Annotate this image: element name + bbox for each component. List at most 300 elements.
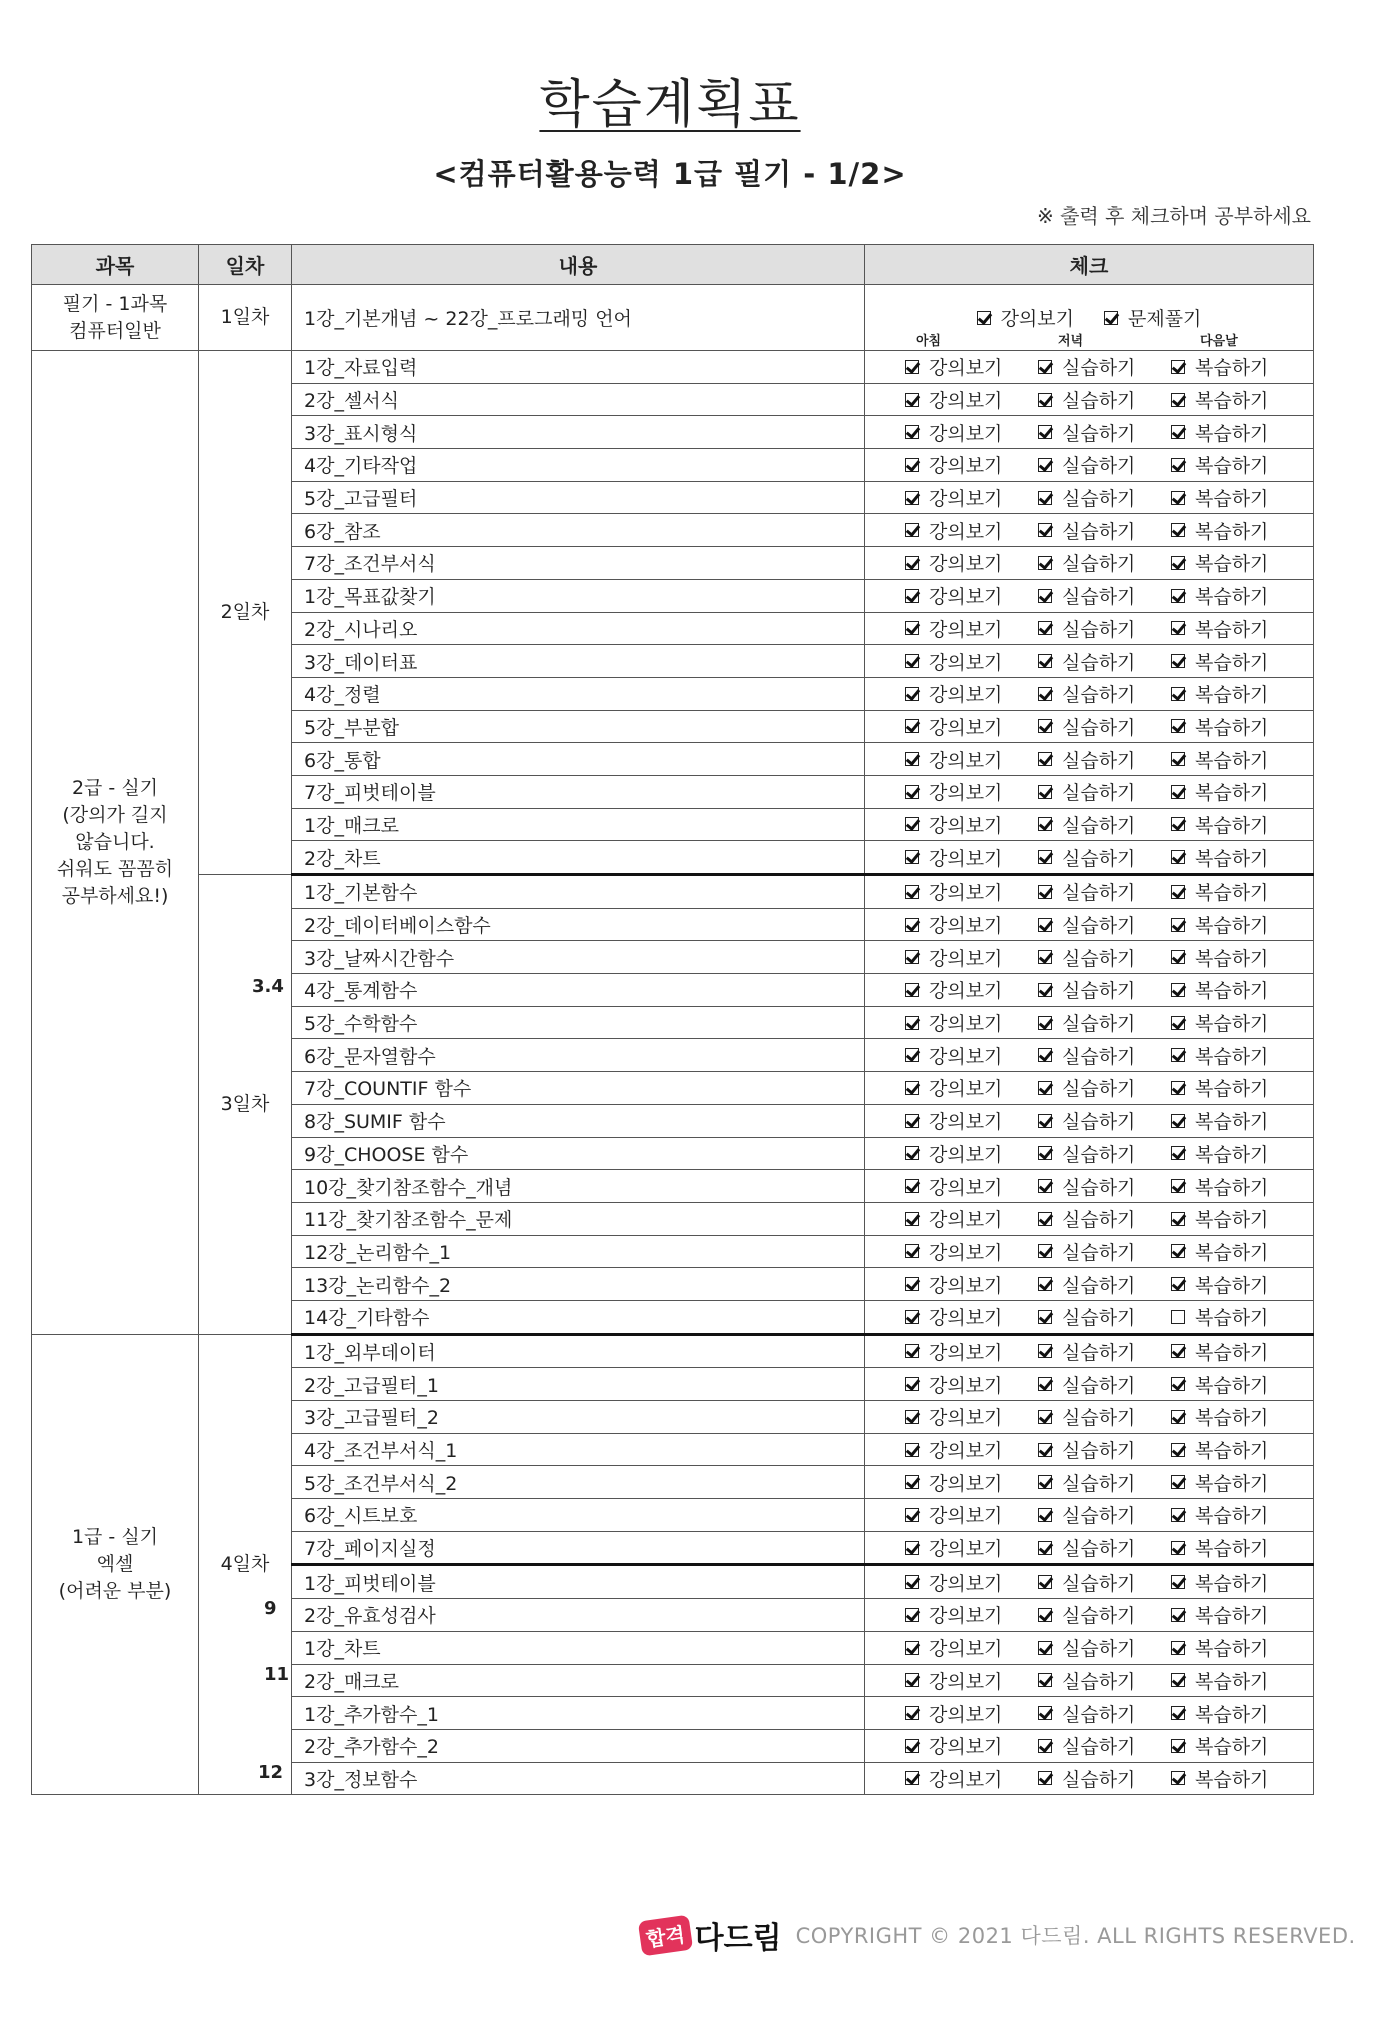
content-cell: 4강_기타작업 <box>292 449 865 482</box>
checkbox-icon[interactable] <box>905 1377 919 1391</box>
checkbox-icon[interactable] <box>905 1179 919 1193</box>
checkbox-icon[interactable] <box>905 1575 919 1589</box>
checkbox-icon[interactable] <box>905 785 919 799</box>
practice-label: 실습하기 <box>1062 1538 1136 1561</box>
checkbox-icon[interactable] <box>905 950 919 964</box>
checkbox-icon[interactable] <box>1171 1771 1185 1785</box>
practice-label: 실습하기 <box>1062 882 1136 905</box>
checkbox-icon[interactable] <box>1038 1081 1052 1095</box>
lecture-label: 강의보기 <box>929 782 1003 805</box>
checkbox-icon[interactable] <box>1171 1641 1185 1655</box>
lecture-label: 강의보기 <box>929 1374 1003 1397</box>
review-label: 복습하기 <box>1195 1013 1269 1036</box>
review-label: 복습하기 <box>1195 1078 1269 1101</box>
checkbox-icon[interactable] <box>905 885 919 899</box>
checkbox-icon[interactable] <box>1038 556 1052 570</box>
checkbox-icon[interactable] <box>905 425 919 439</box>
checkbox-icon[interactable] <box>1038 719 1052 733</box>
lecture-label: 강의보기 <box>929 1111 1003 1134</box>
checkbox-icon[interactable] <box>1171 1344 1185 1358</box>
checkbox-icon[interactable] <box>1171 1048 1185 1062</box>
check-cell <box>865 677 1314 710</box>
check-cell <box>865 1531 1314 1565</box>
content-cell: 6강_참조 <box>292 514 865 547</box>
check-cell <box>865 1072 1314 1105</box>
practice-label: 실습하기 <box>1062 749 1136 772</box>
checkbox-icon[interactable] <box>1171 1212 1185 1226</box>
checkbox-icon[interactable] <box>1171 621 1185 635</box>
checkbox-icon[interactable] <box>905 1344 919 1358</box>
checkbox-icon[interactable] <box>905 1641 919 1655</box>
subject-cell: 1급 - 실기 엑셀 (어려운 부분) <box>32 1334 199 1795</box>
content-cell: 2강_데이터베이스함수 <box>292 908 865 941</box>
review-label: 복습하기 <box>1195 422 1269 445</box>
practice-label: 실습하기 <box>1062 847 1136 870</box>
checkbox-icon[interactable] <box>1038 1673 1052 1687</box>
subject-cell: 필기 - 1과목 컴퓨터일반 <box>32 285 199 351</box>
checkbox-icon[interactable] <box>1038 752 1052 766</box>
review-label: 복습하기 <box>1195 455 1269 478</box>
checkbox-icon[interactable] <box>1038 950 1052 964</box>
annotation-next-day: 다음날 <box>1200 334 1238 349</box>
checkbox-icon[interactable] <box>1038 817 1052 831</box>
practice-label: 실습하기 <box>1062 488 1136 511</box>
checkbox-icon[interactable] <box>1038 1048 1052 1062</box>
content-cell: 1강_기본개념 ~ 22강_프로그래밍 언어 <box>292 285 865 351</box>
checkbox-icon[interactable] <box>1171 1016 1185 1030</box>
review-label: 복습하기 <box>1195 684 1269 707</box>
content-cell: 3강_데이터표 <box>292 645 865 678</box>
check-cell <box>865 1499 1314 1532</box>
checkbox-icon[interactable] <box>1171 523 1185 537</box>
checkbox-icon[interactable] <box>905 1081 919 1095</box>
check-cell <box>865 1202 1314 1235</box>
checkbox-icon[interactable] <box>1038 1443 1052 1457</box>
checkbox-icon[interactable] <box>1038 1575 1052 1589</box>
header-day: 일차 <box>199 245 292 285</box>
check-cell <box>865 1762 1314 1795</box>
check-cell <box>865 1170 1314 1203</box>
side-note: 12 <box>258 1762 284 1783</box>
check-cell <box>865 1697 1314 1730</box>
content-cell: 5강_조건부서식_2 <box>292 1466 865 1499</box>
checkbox-icon[interactable] <box>1171 556 1185 570</box>
check-cell <box>865 941 1314 974</box>
checkbox-icon[interactable] <box>905 1244 919 1258</box>
study-plan-table <box>31 244 1314 1795</box>
check-cell <box>865 1565 1314 1599</box>
practice-label: 실습하기 <box>1062 1143 1136 1166</box>
check-cell <box>865 645 1314 678</box>
practice-label: 실습하기 <box>1062 1638 1136 1661</box>
checkbox-icon[interactable] <box>905 1739 919 1753</box>
review-label: 복습하기 <box>1195 651 1269 674</box>
practice-label: 실습하기 <box>1062 618 1136 641</box>
review-label: 복습하기 <box>1195 1274 1269 1297</box>
lecture-label: 강의보기 <box>929 1407 1003 1430</box>
check-cell <box>865 1334 1314 1368</box>
checkbox-icon[interactable] <box>905 1475 919 1489</box>
checkbox-icon[interactable] <box>1038 1179 1052 1193</box>
checkbox-icon[interactable] <box>1038 1114 1052 1128</box>
checkbox-icon[interactable] <box>905 1277 919 1291</box>
review-label: 복습하기 <box>1195 980 1269 1003</box>
checkbox-icon[interactable] <box>1171 918 1185 932</box>
table-row <box>32 875 1314 909</box>
checkbox-icon[interactable] <box>1171 785 1185 799</box>
checkbox-icon[interactable] <box>1171 1508 1185 1522</box>
checkbox-icon[interactable] <box>1171 983 1185 997</box>
checkbox-icon[interactable] <box>1171 425 1185 439</box>
checkbox-icon[interactable] <box>1171 393 1185 407</box>
practice-label: 실습하기 <box>1062 1241 1136 1264</box>
review-label: 복습하기 <box>1195 716 1269 739</box>
checkbox-icon[interactable] <box>1171 1541 1185 1555</box>
checkbox-icon[interactable] <box>905 1608 919 1622</box>
practice-label: 실습하기 <box>1062 947 1136 970</box>
lecture-label: 강의보기 <box>929 586 1003 609</box>
day-cell: 3일차 <box>199 875 292 1335</box>
check-cell <box>865 1006 1314 1039</box>
footer <box>640 1913 1356 1957</box>
checkbox-icon[interactable] <box>1171 1310 1185 1324</box>
lecture-label: 강의보기 <box>929 814 1003 837</box>
checkbox-icon[interactable] <box>905 1048 919 1062</box>
copyright: COPYRIGHT © 2021 다드림. ALL RIGHTS RESERVED. <box>795 1924 1356 1948</box>
page-subtitle: <컴퓨터활용능력 1급 필기 - 1/2> <box>433 157 907 191</box>
checkbox-icon[interactable] <box>905 1310 919 1324</box>
check-cell <box>865 1104 1314 1137</box>
check-cell <box>865 710 1314 743</box>
checkbox-icon[interactable] <box>905 360 919 374</box>
review-label: 복습하기 <box>1195 1703 1269 1726</box>
checkbox-icon[interactable] <box>905 918 919 932</box>
lecture-label: 강의보기 <box>929 1307 1003 1330</box>
review-label: 복습하기 <box>1195 947 1269 970</box>
content-cell: 5강_수학함수 <box>292 1006 865 1039</box>
checkbox-icon[interactable] <box>905 1410 919 1424</box>
checkbox-icon[interactable] <box>1038 1212 1052 1226</box>
checkbox-icon[interactable] <box>1038 850 1052 864</box>
practice-label: 실습하기 <box>1062 586 1136 609</box>
content-cell: 6강_시트보호 <box>292 1499 865 1532</box>
checkbox-icon[interactable] <box>905 687 919 701</box>
content-cell: 6강_문자열함수 <box>292 1039 865 1072</box>
practice-label: 실습하기 <box>1062 1736 1136 1759</box>
practice-label: 실습하기 <box>1062 782 1136 805</box>
practice-label: 실습하기 <box>1062 1374 1136 1397</box>
lecture-label: 강의보기 <box>929 882 1003 905</box>
content-cell: 1강_기본함수 <box>292 875 865 909</box>
lecture-label: 강의보기 <box>929 1703 1003 1726</box>
content-cell: 14강_기타함수 <box>292 1300 865 1334</box>
content-cell: 2강_유효성검사 <box>292 1599 865 1632</box>
checkbox-icon[interactable] <box>1171 719 1185 733</box>
checkbox-icon[interactable] <box>1038 1244 1052 1258</box>
practice-label: 실습하기 <box>1062 1307 1136 1330</box>
checkbox-icon[interactable] <box>1038 589 1052 603</box>
practice-label: 실습하기 <box>1062 1703 1136 1726</box>
review-label: 복습하기 <box>1195 1505 1269 1528</box>
side-note: 9 <box>264 1598 277 1619</box>
checkbox-icon[interactable] <box>1171 1575 1185 1589</box>
checkbox-icon[interactable] <box>1038 687 1052 701</box>
content-cell: 6강_통합 <box>292 743 865 776</box>
checkbox-icon[interactable] <box>1038 1310 1052 1324</box>
review-label: 복습하기 <box>1195 814 1269 837</box>
checkbox-icon[interactable] <box>1038 1475 1052 1489</box>
day-cell: 4일차 <box>199 1334 292 1795</box>
checkbox-icon[interactable] <box>905 850 919 864</box>
lecture-label: 강의보기 <box>929 915 1003 938</box>
checkbox-icon[interactable] <box>1038 458 1052 472</box>
checkbox-icon[interactable] <box>905 1706 919 1720</box>
checkbox-icon[interactable] <box>1171 1739 1185 1753</box>
side-note: 11 <box>264 1664 290 1685</box>
checkbox-icon[interactable] <box>905 719 919 733</box>
checkbox-icon[interactable] <box>1038 425 1052 439</box>
lecture-label: 강의보기 <box>929 1045 1003 1068</box>
check-cell <box>865 612 1314 645</box>
lecture-label: 강의보기 <box>929 1440 1003 1463</box>
checkbox-icon[interactable] <box>1171 1443 1185 1457</box>
checkbox-icon[interactable] <box>1171 654 1185 668</box>
practice-label: 실습하기 <box>1062 1111 1136 1134</box>
practice-label: 실습하기 <box>1062 716 1136 739</box>
checkbox-icon[interactable] <box>905 556 919 570</box>
content-cell: 2강_매크로 <box>292 1664 865 1697</box>
check-cell <box>865 808 1314 841</box>
lecture-label: 강의보기 <box>929 1736 1003 1759</box>
check-cell <box>865 1401 1314 1434</box>
checkbox-icon[interactable] <box>905 393 919 407</box>
lecture-label: 강의보기 <box>929 618 1003 641</box>
lecture-label: 강의보기 <box>929 1472 1003 1495</box>
checkbox-icon[interactable] <box>905 523 919 537</box>
content-cell: 4강_정렬 <box>292 677 865 710</box>
checkbox-icon[interactable] <box>905 1541 919 1555</box>
lecture-label: 강의보기 <box>929 1341 1003 1364</box>
checkbox-icon[interactable] <box>1038 1608 1052 1622</box>
check-cell <box>865 841 1314 875</box>
checkbox-icon[interactable] <box>1171 1081 1185 1095</box>
checkbox-icon[interactable] <box>1038 1508 1052 1522</box>
checkbox-icon[interactable] <box>1171 1277 1185 1291</box>
check-cell <box>865 449 1314 482</box>
checkbox-icon[interactable] <box>905 1114 919 1128</box>
checkbox-icon[interactable] <box>1171 1244 1185 1258</box>
lecture-label: 강의보기 <box>929 1768 1003 1791</box>
checkbox-icon[interactable] <box>1038 1706 1052 1720</box>
lecture-label: 강의보기 <box>929 651 1003 674</box>
day-cell: 2일차 <box>199 351 292 875</box>
practice-label: 실습하기 <box>1062 1505 1136 1528</box>
review-label: 복습하기 <box>1195 586 1269 609</box>
content-cell: 7강_페이지실정 <box>292 1531 865 1565</box>
checkbox-icon[interactable] <box>1038 983 1052 997</box>
checkbox-icon[interactable] <box>1171 360 1185 374</box>
lecture-label: 강의보기 <box>929 847 1003 870</box>
practice-label: 실습하기 <box>1062 357 1136 380</box>
review-label: 복습하기 <box>1195 390 1269 413</box>
checkbox-icon[interactable] <box>1038 360 1052 374</box>
review-label: 복습하기 <box>1195 357 1269 380</box>
problem-label: 문제풀기 <box>1128 308 1202 330</box>
checkbox-icon[interactable] <box>1038 491 1052 505</box>
checkbox-icon[interactable] <box>1038 1277 1052 1291</box>
checkbox-icon[interactable] <box>1171 950 1185 964</box>
checkbox-icon[interactable] <box>1104 311 1118 325</box>
check-cell <box>865 579 1314 612</box>
content-cell: 1강_자료입력 <box>292 351 865 384</box>
checkbox-icon[interactable] <box>1038 885 1052 899</box>
review-label: 복습하기 <box>1195 1143 1269 1166</box>
review-label: 복습하기 <box>1195 882 1269 905</box>
review-label: 복습하기 <box>1195 1638 1269 1661</box>
checkbox-icon[interactable] <box>1171 1179 1185 1193</box>
practice-label: 실습하기 <box>1062 814 1136 837</box>
checkbox-icon[interactable] <box>1038 393 1052 407</box>
checkbox-icon[interactable] <box>1038 1641 1052 1655</box>
check-cell <box>865 383 1314 416</box>
checkbox-icon[interactable] <box>905 1673 919 1687</box>
checkbox-icon[interactable] <box>1038 1410 1052 1424</box>
review-label: 복습하기 <box>1195 782 1269 805</box>
checkbox-icon[interactable] <box>1171 1377 1185 1391</box>
annotation-evening: 저녁 <box>1058 334 1084 349</box>
checkbox-icon[interactable] <box>1171 817 1185 831</box>
checkbox-icon[interactable] <box>1038 1146 1052 1160</box>
table-row <box>32 1334 1314 1368</box>
review-label: 복습하기 <box>1195 618 1269 641</box>
checkbox-icon[interactable] <box>905 589 919 603</box>
checkbox-icon[interactable] <box>905 1212 919 1226</box>
check-cell <box>865 547 1314 580</box>
review-label: 복습하기 <box>1195 1407 1269 1430</box>
review-label: 복습하기 <box>1195 1768 1269 1791</box>
check-cell <box>865 481 1314 514</box>
checkbox-icon[interactable] <box>1171 1410 1185 1424</box>
check-cell <box>865 514 1314 547</box>
check-cell <box>865 1300 1314 1334</box>
content-cell: 7강_조건부서식 <box>292 547 865 580</box>
content-cell: 3강_표시형식 <box>292 416 865 449</box>
checkbox-icon[interactable] <box>905 1771 919 1785</box>
review-label: 복습하기 <box>1195 847 1269 870</box>
checkbox-icon[interactable] <box>1038 1016 1052 1030</box>
lecture-label: 강의보기 <box>929 1078 1003 1101</box>
content-cell: 2강_추가함수_2 <box>292 1729 865 1762</box>
practice-label: 실습하기 <box>1062 980 1136 1003</box>
content-cell: 7강_피벗테이블 <box>292 775 865 808</box>
check-cell <box>865 1137 1314 1170</box>
content-cell: 1강_외부데이터 <box>292 1334 865 1368</box>
check-cell <box>865 908 1314 941</box>
checkbox-icon[interactable] <box>1038 1739 1052 1753</box>
annotation-morning: 아침 <box>916 334 942 349</box>
checkbox-icon[interactable] <box>1038 621 1052 635</box>
checkbox-icon[interactable] <box>1038 785 1052 799</box>
checkbox-icon[interactable] <box>905 1508 919 1522</box>
review-label: 복습하기 <box>1195 1045 1269 1068</box>
checkbox-icon[interactable] <box>905 752 919 766</box>
lecture-label: 강의보기 <box>929 1572 1003 1595</box>
check-cell <box>865 743 1314 776</box>
lecture-label: 강의보기 <box>929 1274 1003 1297</box>
checkbox-icon[interactable] <box>1038 1771 1052 1785</box>
checkbox-icon[interactable] <box>1171 1114 1185 1128</box>
checkbox-icon[interactable] <box>1171 885 1185 899</box>
checkbox-icon[interactable] <box>1171 850 1185 864</box>
lecture-label: 강의보기 <box>929 520 1003 543</box>
checkbox-icon[interactable] <box>905 983 919 997</box>
lecture-label: 강의보기 <box>929 1505 1003 1528</box>
review-label: 복습하기 <box>1195 1572 1269 1595</box>
review-label: 복습하기 <box>1195 915 1269 938</box>
practice-label: 실습하기 <box>1062 1670 1136 1693</box>
checkbox-icon[interactable] <box>1171 589 1185 603</box>
checkbox-icon[interactable] <box>905 654 919 668</box>
review-label: 복습하기 <box>1195 1538 1269 1561</box>
check-cell <box>865 1729 1314 1762</box>
checkbox-icon[interactable] <box>905 1443 919 1457</box>
checkbox-icon[interactable] <box>1171 1608 1185 1622</box>
checkbox-icon[interactable] <box>1038 1377 1052 1391</box>
checkbox-icon[interactable] <box>1038 654 1052 668</box>
content-cell: 3강_정보함수 <box>292 1762 865 1795</box>
review-label: 복습하기 <box>1195 1176 1269 1199</box>
content-cell: 12강_논리함수_1 <box>292 1235 865 1268</box>
lecture-label: 강의보기 <box>929 1670 1003 1693</box>
checkbox-icon[interactable] <box>905 491 919 505</box>
checkbox-icon[interactable] <box>1171 1673 1185 1687</box>
practice-label: 실습하기 <box>1062 390 1136 413</box>
content-cell: 7강_COUNTIF 함수 <box>292 1072 865 1105</box>
lecture-label: 강의보기 <box>929 1241 1003 1264</box>
checkbox-icon[interactable] <box>1038 523 1052 537</box>
checkbox-icon[interactable] <box>1038 918 1052 932</box>
checkbox-icon[interactable] <box>1171 1706 1185 1720</box>
checkbox-icon[interactable] <box>1171 687 1185 701</box>
checkbox-icon[interactable] <box>905 621 919 635</box>
checkbox-icon[interactable] <box>905 1016 919 1030</box>
checkbox-icon[interactable] <box>977 311 991 325</box>
checkbox-icon[interactable] <box>905 1146 919 1160</box>
checkbox-icon[interactable] <box>1171 458 1185 472</box>
check-cell <box>865 1631 1314 1664</box>
checkbox-icon[interactable] <box>1038 1344 1052 1358</box>
checkbox-icon[interactable] <box>1171 1146 1185 1160</box>
logo-badge: 합격 <box>638 1914 693 1956</box>
content-cell: 10강_찾기참조함수_개념 <box>292 1170 865 1203</box>
content-cell: 4강_조건부서식_1 <box>292 1433 865 1466</box>
lecture-label: 강의보기 <box>929 553 1003 576</box>
content-cell: 2강_고급필터_1 <box>292 1368 865 1401</box>
review-label: 복습하기 <box>1195 1670 1269 1693</box>
checkbox-icon[interactable] <box>1038 1541 1052 1555</box>
checkbox-icon[interactable] <box>1171 1475 1185 1489</box>
check-cell <box>865 775 1314 808</box>
checkbox-icon[interactable] <box>905 458 919 472</box>
table-row <box>32 285 1314 351</box>
checkbox-icon[interactable] <box>1171 752 1185 766</box>
checkbox-icon[interactable] <box>905 817 919 831</box>
practice-label: 실습하기 <box>1062 684 1136 707</box>
checkbox-icon[interactable] <box>1171 491 1185 505</box>
content-cell: 2강_시나리오 <box>292 612 865 645</box>
check-cell <box>865 1466 1314 1499</box>
practice-label: 실습하기 <box>1062 1209 1136 1232</box>
